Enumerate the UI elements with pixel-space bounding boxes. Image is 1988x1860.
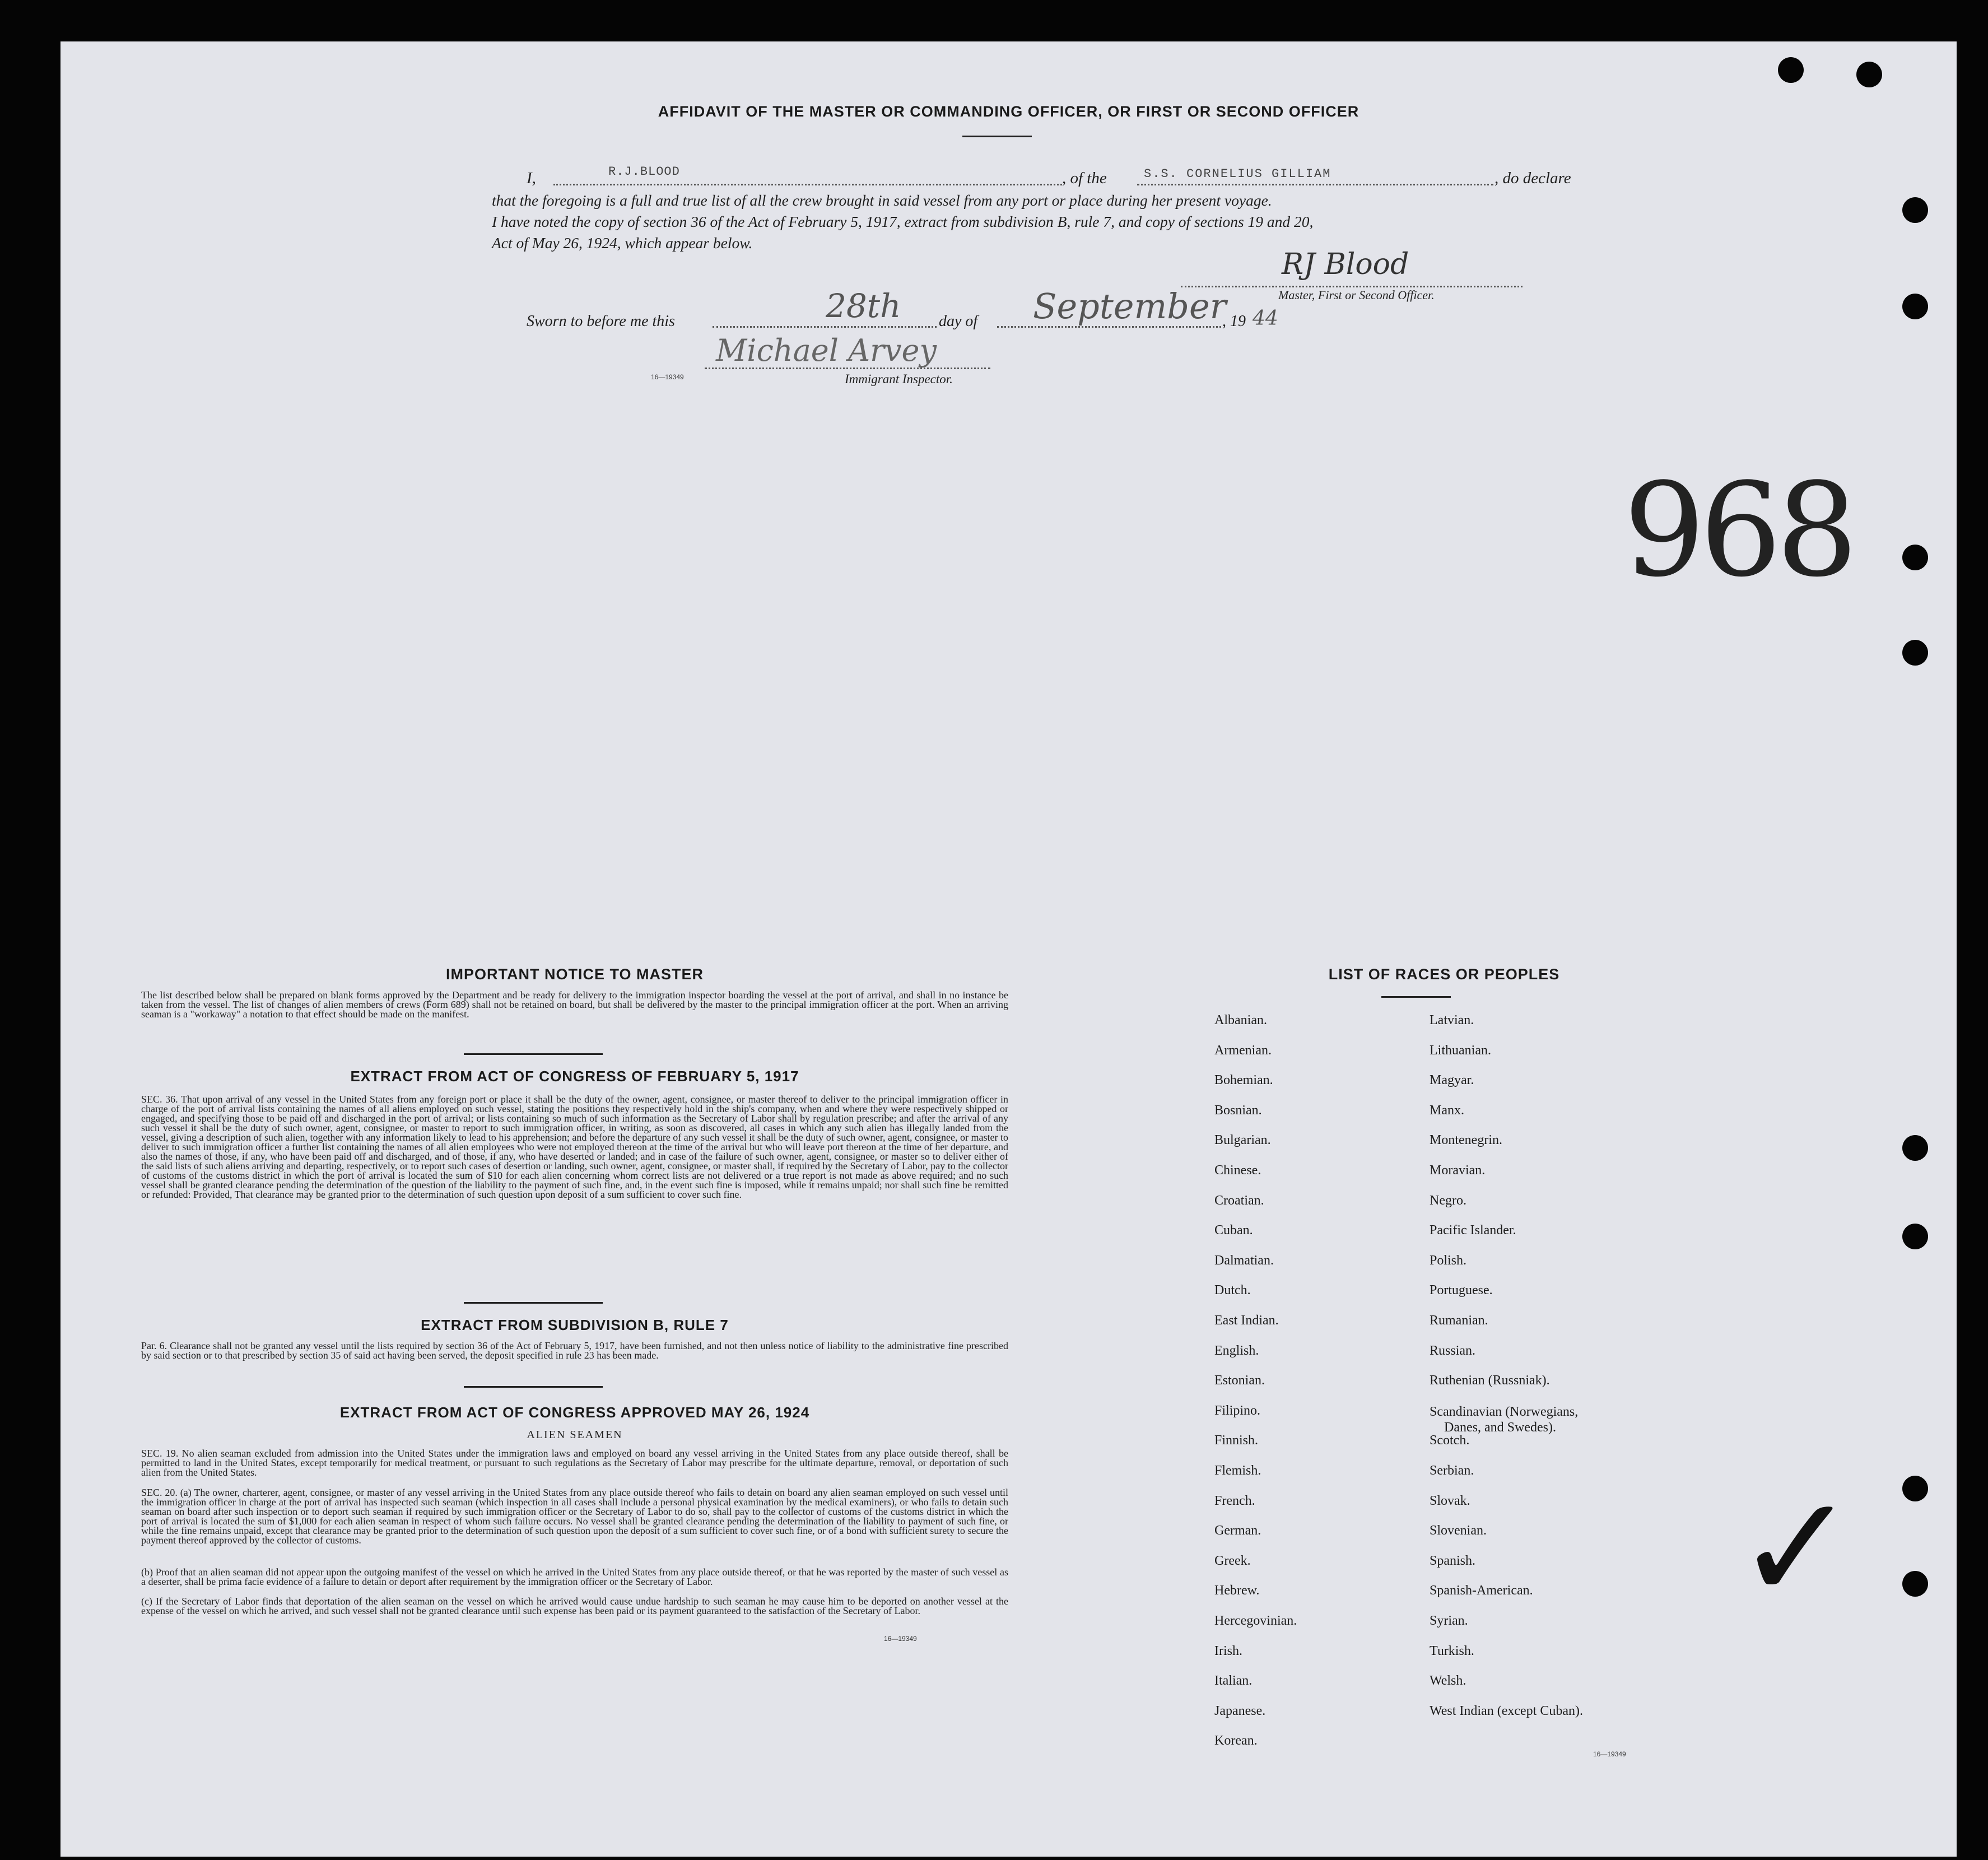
extract3-subtitle: ALIEN SEAMEN xyxy=(527,1429,623,1441)
punch-hole xyxy=(1902,1571,1928,1597)
race-item: Dalmatian. xyxy=(1214,1253,1274,1268)
race-item: Manx. xyxy=(1430,1103,1464,1118)
race-item: Welsh. xyxy=(1430,1673,1466,1689)
do-declare-text: , do declare xyxy=(1495,169,1571,187)
affidavit-title: AFFIDAVIT OF THE MASTER OR COMMANDING OFFICER, OR FIRST OR SECOND OFFICER xyxy=(658,103,1360,120)
year-prefix: , 19 xyxy=(1222,313,1246,330)
race-item: Slovenian. xyxy=(1430,1523,1487,1538)
race-item: Slovak. xyxy=(1430,1493,1470,1508)
race-item: English. xyxy=(1214,1343,1259,1358)
race-item: French. xyxy=(1214,1493,1255,1508)
sworn-month: September xyxy=(1033,286,1227,327)
race-item: Turkish. xyxy=(1430,1643,1474,1658)
race-item: Flemish. xyxy=(1214,1463,1261,1478)
race-item: Hercegovinian. xyxy=(1214,1613,1297,1628)
master-label: Master, First or Second Officer. xyxy=(1278,288,1435,302)
race-item: Korean. xyxy=(1214,1733,1258,1749)
race-item: Ruthenian (Russniak). xyxy=(1430,1373,1550,1388)
affidavit-line-2: that the foregoing is a full and true list of all the crew brought in said vessel from any port or place during her present voyage. xyxy=(492,192,1272,209)
race-item: Croatian. xyxy=(1214,1193,1264,1208)
extract1-title: EXTRACT FROM ACT OF CONGRESS OF FEBRUARY 5, 1917 xyxy=(350,1068,799,1085)
master-name: R.J.BLOOD xyxy=(608,165,680,179)
races-title-divider xyxy=(1381,996,1451,998)
punch-hole xyxy=(1778,57,1804,83)
notice-title: IMPORTANT NOTICE TO MASTER xyxy=(446,966,704,983)
race-item: Bohemian. xyxy=(1214,1073,1273,1088)
master-signature: RJ Blood xyxy=(1282,248,1409,281)
year-suffix: 44 xyxy=(1253,307,1278,330)
race-item: Pacific Islander. xyxy=(1430,1223,1516,1238)
affidavit-pronoun: I, xyxy=(527,169,536,187)
race-item: Dutch. xyxy=(1214,1283,1251,1298)
notice-form-number: 16—19349 xyxy=(884,1635,917,1643)
race-item: Cuban. xyxy=(1214,1223,1253,1238)
race-item: Armenian. xyxy=(1214,1043,1272,1058)
punch-hole xyxy=(1902,545,1928,570)
punch-hole xyxy=(1902,197,1928,223)
race-item: Lithuanian. xyxy=(1430,1043,1491,1058)
affidavit-line-4: Act of May 26, 1924, which appear below. xyxy=(492,234,753,252)
affidavit-line-3: I have noted the copy of section 36 of the Act of February 5, 1917, extract from subdivision B, rule 7, and copy of sections 19 and 20, xyxy=(492,213,1314,230)
vessel-name: S.S. CORNELIUS GILLIAM xyxy=(1144,167,1331,181)
extract2-body: Par. 6. Clearance shall not be granted any vessel until the lists required by section 36 of the Act of February 5, 1917, have been furnished, and not then unless notice of liability to the administrative fine prescribed by said section or to that prescribed by section 35 of said act having been served, the deposit specified in rule 23 has been made. xyxy=(141,1340,1008,1361)
notice-body: The list described below shall be prepared on blank forms approved by the Department and be ready for delivery to the immigration inspector boarding the vessel at the port of arrival, and shall in no instance be taken from the vessel. The list of changes of alien members of crews (Form 689) shall not be retained on board, but shall be delivered by the master to the principal immigration officer at the port. When an arriving seaman is a "workaway" a notation to that effect should be made on the manifest. xyxy=(141,989,1008,1020)
race-item: East Indian. xyxy=(1214,1313,1279,1328)
race-item: Magyar. xyxy=(1430,1073,1474,1088)
race-item: Estonian. xyxy=(1214,1373,1265,1388)
race-item: Irish. xyxy=(1214,1643,1242,1658)
section-divider xyxy=(464,1053,603,1055)
extract3-section-20b: (b) Proof that an alien seaman did not appear upon the outgoing manifest of the vessel on which he arrived in the United States from any place outside thereof, or that he was reported by the master of such vessel as a deserter, shall be prima facie evidence of a failure to detain or deport after requirement by the immigration officer or the Secretary of Labor. xyxy=(141,1566,1008,1587)
race-item: Scotch. xyxy=(1430,1433,1470,1448)
sworn-day: 28th xyxy=(826,287,901,325)
race-item: Bosnian. xyxy=(1214,1103,1262,1118)
race-item: Danes, and Swedes). xyxy=(1444,1420,1556,1435)
extract2-title: EXTRACT FROM SUBDIVISION B, RULE 7 xyxy=(421,1317,729,1333)
race-item: Latvian. xyxy=(1430,1013,1474,1027)
race-item: Chinese. xyxy=(1214,1163,1261,1178)
race-item: Syrian. xyxy=(1430,1613,1468,1628)
vessel-field-line xyxy=(1137,184,1493,185)
extract1-body: SEC. 36. That upon arrival of any vessel in the United States from any foreign port or place it shall be the duty of the owner, agent, consignee, or master thereof to deliver to the principal immigration officer in charge of the port of arrival lists containing the names of all aliens employed on such vessel, stating the positions they respectively hold in the ship's company, when and where they were respectively shipped or engaged, and specifying those to be paid off and discharged in the port of arrival; or lists containing so much of such information as the Secretary of Labor shall by regulation prescribe; and after the arrival of any such vessel it shall be the duty of such owner, agent, consignee, or master to report to such immigration officer, in writing, as soon as discovered, all cases in which any such alien has illegally landed from the vessel, giving a description of such alien, together with any information likely to lead to his apprehension; and before the departure of any such vessel it shall be the duty of such owner, agent, consignee, or master to deliver to such immigration officer a further list containing the names of all alien employees who were not employed thereon at the time of the arrival but who will leave port thereon at the time of her departure, and also the names of those, if any, who have been paid off and discharged, and of those, if any, who have deserted or landed; and in case of the failure of such owner, agent, consignee, or master so to deliver either of the said lists of such aliens arriving and departing, respectively, or to report such cases of desertion or landing, such owner, agent, consignee, or master shall, if required by the Secretary of Labor, pay to the collector of customs of the customs district in which the port of arrival is located the sum of $10 for each alien concerning whom correct lists are not delivered or a true report is not made as above required; and no such vessel shall be granted clearance pending the determination of the question of the liability to the payment of such fine, and, in the event such fine is imposed, while it remains unpaid; nor shall such fine be remitted or refunded: Provided, That clearance may be granted prior to the determination of such question upon deposit of a sum sufficient to cover such fine. xyxy=(141,1094,1008,1200)
extract3-title: EXTRACT FROM ACT OF CONGRESS APPROVED MAY 26, 1924 xyxy=(339,1404,810,1421)
inspector-signature: Michael Arvey xyxy=(716,333,937,368)
race-item: Moravian. xyxy=(1430,1163,1486,1178)
inspector-label: Immigrant Inspector. xyxy=(845,372,953,386)
race-item: Finnish. xyxy=(1214,1433,1259,1448)
races-title: LIST OF RACES OR PEOPLES xyxy=(1328,966,1560,983)
name-field-line xyxy=(553,184,1062,185)
punch-hole xyxy=(1902,1224,1928,1249)
check-mark: ✓ xyxy=(1735,1464,1857,1633)
sworn-label: Sworn to before me this xyxy=(527,313,675,330)
section-divider xyxy=(464,1386,603,1388)
race-item: Greek. xyxy=(1214,1553,1251,1568)
race-item: Russian. xyxy=(1430,1343,1476,1358)
race-item: Italian. xyxy=(1214,1673,1253,1689)
race-item: Scandinavian (Norwegians, xyxy=(1430,1404,1579,1419)
of-the-text: , of the xyxy=(1062,169,1107,187)
race-item: Spanish. xyxy=(1430,1553,1476,1568)
section-divider xyxy=(464,1302,603,1304)
affidavit-form-number: 16—19349 xyxy=(651,373,684,381)
race-item: Spanish-American. xyxy=(1430,1583,1533,1598)
punch-hole xyxy=(1856,62,1882,87)
day-of-text: day of xyxy=(939,313,978,330)
extract3-section-20c: (c) If the Secretary of Labor finds that deportation of the alien seaman on the vessel on which he arrived would cause undue hardship to such seaman he may cause him to be deported on another vessel at the expense of the vessel on which he arrived, and such vessel shall not be granted clearance until such expense has been paid or its payment guaranteed to the satisfaction of the Secretary of Labor. xyxy=(141,1596,1008,1616)
race-item: Serbian. xyxy=(1430,1463,1474,1478)
punch-hole xyxy=(1902,1476,1928,1501)
title-divider xyxy=(962,136,1032,137)
punch-hole xyxy=(1902,294,1928,319)
master-signature-line xyxy=(1181,286,1523,287)
race-item: Bulgarian. xyxy=(1214,1133,1271,1148)
punch-hole xyxy=(1902,640,1928,666)
race-item: Filipino. xyxy=(1214,1403,1261,1418)
document-sheet xyxy=(60,41,1957,1857)
day-field-line xyxy=(713,326,937,328)
race-item: Montenegrin. xyxy=(1430,1133,1502,1148)
race-item: Albanian. xyxy=(1214,1013,1267,1027)
handwritten-page-number: 968 xyxy=(1623,456,1852,606)
race-item: Hebrew. xyxy=(1214,1583,1260,1598)
extract3-section-20a: SEC. 20. (a) The owner, charterer, agent, consignee, or master of any vessel arriving in the United States from any place outside thereof who fails to detain on board any alien seaman employed on such vessel until the immigration officer in charge at the port of arrival has inspected such seaman (which inspection in all cases shall include a personal physical examination by the medical examiners), or who fails to detain such seaman on board after such inspection or to deport such seaman if required by such immigration officer or the Secretary of Labor to do so, shall pay to the collector of customs of the customs district in which the port of arrival is located the sum of $1,000 for each alien seaman in respect of whom such failure occurs. No vessel shall be granted clearance pending the determination of the liability to payment of such fine, or while the fine remains unpaid, except that clearance may be granted prior to the determination of such question upon the deposit of a sum sufficient to cover such fine, or of a bond with sufficient surety to secure the payment thereof approved by the collector of customs. xyxy=(141,1487,1008,1546)
race-item: Japanese. xyxy=(1214,1703,1266,1718)
race-item: Negro. xyxy=(1430,1193,1466,1208)
races-form-number: 16—19349 xyxy=(1593,1750,1626,1758)
race-item: West Indian (except Cuban). xyxy=(1430,1703,1583,1718)
race-item: Portuguese. xyxy=(1430,1283,1493,1298)
punch-hole xyxy=(1902,1135,1928,1161)
race-item: Rumanian. xyxy=(1430,1313,1488,1328)
race-item: Polish. xyxy=(1430,1253,1467,1268)
extract3-section-19: SEC. 19. No alien seaman excluded from admission into the United States under the immigration laws and employed on board any vessel arriving in the United States from any place outside thereof, shall be permitted to land in the United States, except temporarily for medical treatment, or pursuant to such regulations as the Secretary of Labor may prescribe for the ultimate departure, removal, or deportation of such alien from the United States. xyxy=(141,1448,1008,1478)
race-item: German. xyxy=(1214,1523,1261,1538)
